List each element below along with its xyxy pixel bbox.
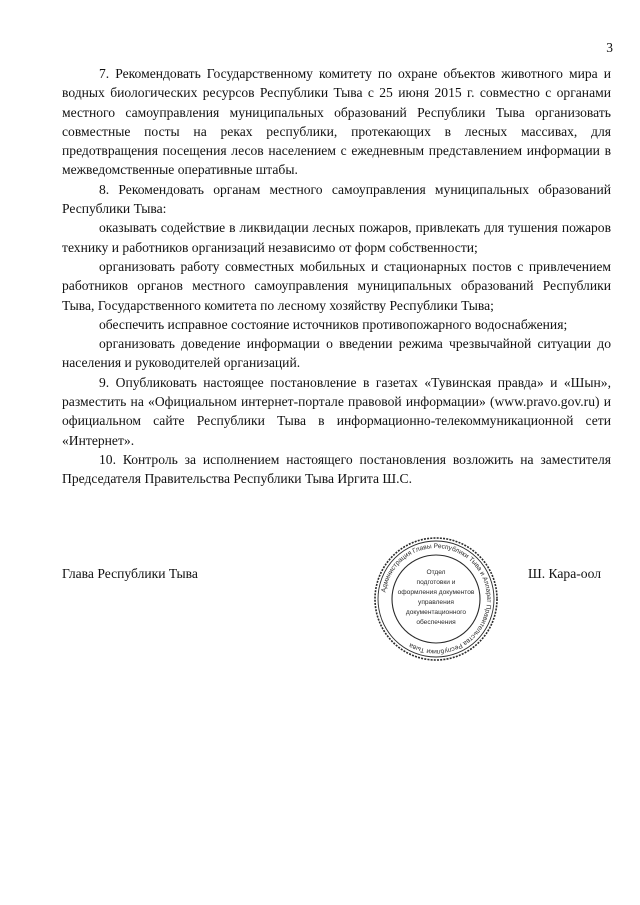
seal-ring-text: Администрация Главы Республики Тыва и Аппарат Правительства Республики Тыва xyxy=(380,542,493,656)
seal-center-line: оформления документов xyxy=(397,589,475,596)
paragraph-8-item-4: организовать доведение информации о введении режима чрезвычайной ситуации до населения и руководителей организаций. xyxy=(62,336,611,371)
official-seal-stamp xyxy=(371,536,501,662)
seal-graphic xyxy=(371,536,501,662)
seal-center-line: обеспечения xyxy=(416,619,456,626)
seal-center-line: подготовки и xyxy=(416,579,456,586)
paragraph-8: 8. Рекомендовать органам местного самоуправления муниципальных образований Республики Тыва: xyxy=(62,181,611,217)
paragraph-8-item-2: организовать работу совместных мобильных и стационарных постов с привлечением работников органов местного самоуправления муниципальных образований Республики Тыва, Государственного комитета по лесному хозяйству Республики Тыва; xyxy=(62,258,611,313)
paragraph-9: 9. Опубликовать настоящее постановление в газетах «Тувинская правда» и «Шын», разместить на «Официальном интернет-портале правовой информации» (www.pravo.gov.ru) и официальном сайте Республики Тыва в информационно-телекоммуникационной сети «Интернет». xyxy=(62,374,611,448)
signature-title: Глава Республики Тыва xyxy=(62,566,198,581)
seal-center-line: документационного xyxy=(405,609,467,616)
seal-center-line: Отдел xyxy=(426,569,446,576)
document-body xyxy=(62,64,611,489)
paragraph-8-item-3: обеспечить исправное состояние источников противопожарного водоснабжения; xyxy=(99,316,568,332)
paragraph-8-item-1: оказывать содействие в ликвидации лесных пожаров, привлекать для тушения пожаров технику и работников организаций независимо от форм собственности; xyxy=(62,220,611,255)
paragraph-10: 10. Контроль за исполнением настоящего постановления возложить на заместителя Председателя Правительства Республики Тыва Иргита Ш.С. xyxy=(62,451,611,487)
signature-name: Ш. Кара-оол xyxy=(528,566,601,581)
page-number: 3 xyxy=(606,40,613,55)
seal-center-line: управления xyxy=(418,599,454,606)
paragraph-7: 7. Рекомендовать Государственному комитету по охране объектов животного мира и водных биологических ресурсов Республики Тыва с 25 июня 2015 г. совместно с органами местного самоуправления муниципальных образований Республики Тыва организовать совместные посты на реках республики, протекающих в лесных массивах, для предотвращения посещения лесов населением с ежедневным представлением информации в межведомственные оперативные штабы. xyxy=(62,66,611,178)
